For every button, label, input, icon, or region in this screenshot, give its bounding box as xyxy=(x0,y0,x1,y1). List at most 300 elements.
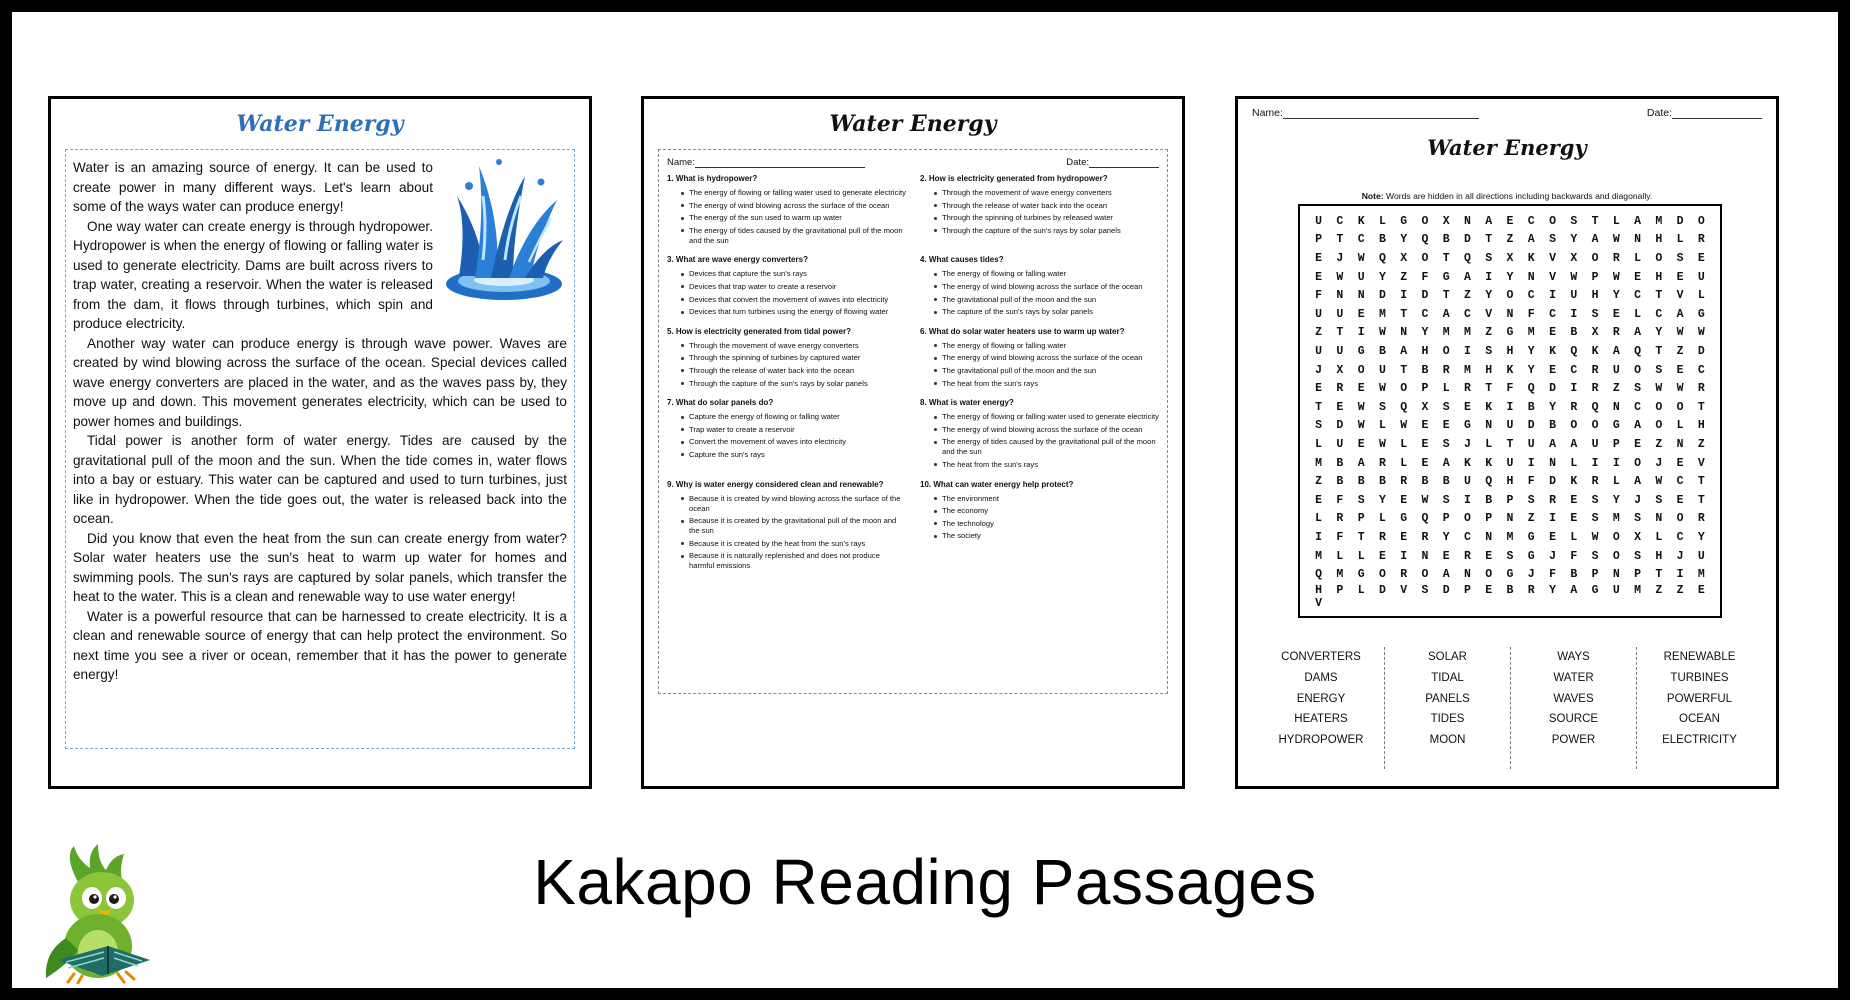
quiz-option[interactable]: The energy of tides caused by the gravitational pull of the moon and the sun xyxy=(681,226,906,246)
quiz-option[interactable]: The technology xyxy=(934,519,1159,529)
quiz-option[interactable]: Because it is created by the heat from the sun's rays xyxy=(681,539,906,549)
grid-letter[interactable]: T xyxy=(1357,530,1365,544)
grid-letter[interactable]: E xyxy=(1697,251,1705,265)
grid-letter[interactable]: G xyxy=(1697,307,1705,321)
grid-letter[interactable]: Z xyxy=(1676,344,1684,358)
grid-letter[interactable]: B xyxy=(1336,456,1344,470)
grid-letter[interactable]: P xyxy=(1591,568,1599,582)
grid-letter[interactable]: P xyxy=(1612,437,1620,451)
grid-letter[interactable]: E xyxy=(1315,382,1323,396)
grid-letter[interactable]: Y xyxy=(1442,530,1450,544)
grid-letter[interactable]: I xyxy=(1400,289,1408,303)
grid-letter[interactable]: M xyxy=(1315,549,1323,563)
grid-letter[interactable]: S xyxy=(1655,493,1663,507)
grid-letter[interactable]: G xyxy=(1442,270,1450,284)
grid-letter[interactable]: E xyxy=(1676,270,1684,284)
grid-letter[interactable]: T xyxy=(1442,251,1450,265)
grid-letter[interactable]: B xyxy=(1570,568,1578,582)
grid-letter[interactable]: Y xyxy=(1378,270,1386,284)
grid-letter[interactable]: P xyxy=(1315,233,1323,247)
grid-letter[interactable]: R xyxy=(1612,326,1620,340)
quiz-option[interactable]: The environment xyxy=(934,494,1159,504)
grid-letter[interactable]: G xyxy=(1464,419,1471,433)
grid-letter[interactable]: T xyxy=(1485,382,1493,396)
grid-letter[interactable]: P xyxy=(1506,493,1514,507)
grid-letter[interactable]: K xyxy=(1485,400,1493,414)
grid-letter[interactable]: U xyxy=(1336,307,1344,321)
grid-letter[interactable]: E xyxy=(1421,437,1429,451)
grid-letter[interactable]: I xyxy=(1570,307,1578,321)
grid-letter[interactable]: Y xyxy=(1400,233,1408,247)
grid-letter[interactable]: C xyxy=(1357,233,1365,247)
grid-letter[interactable]: K xyxy=(1357,214,1365,228)
grid-letter[interactable]: N xyxy=(1506,307,1514,321)
grid-letter[interactable]: F xyxy=(1421,270,1429,284)
grid-letter[interactable]: D xyxy=(1336,419,1344,433)
grid-letter[interactable]: Q xyxy=(1464,251,1471,265)
grid-letter[interactable]: I xyxy=(1676,568,1684,582)
grid-letter[interactable]: C xyxy=(1634,400,1642,414)
grid-letter[interactable]: S xyxy=(1591,512,1599,526)
grid-letter[interactable]: S xyxy=(1676,251,1684,265)
grid-letter[interactable]: R xyxy=(1421,530,1429,544)
grid-letter[interactable]: Z xyxy=(1527,512,1535,526)
grid-letter[interactable]: L xyxy=(1697,289,1705,303)
grid-letter[interactable]: H xyxy=(1506,344,1514,358)
grid-letter[interactable]: I xyxy=(1591,456,1599,470)
grid-letter[interactable]: Q xyxy=(1315,568,1323,582)
quiz-option[interactable]: The heat from the sun's rays xyxy=(934,460,1159,470)
quiz-option[interactable]: Through the capture of the sun's rays by solar panels xyxy=(681,379,906,389)
grid-letter[interactable]: E xyxy=(1549,530,1556,544)
quiz-option[interactable]: The economy xyxy=(934,506,1159,516)
grid-letter[interactable]: G xyxy=(1527,530,1535,544)
grid-letter[interactable]: C xyxy=(1421,307,1429,321)
grid-letter[interactable]: O xyxy=(1655,419,1663,433)
grid-letter[interactable]: W xyxy=(1570,270,1578,284)
grid-letter[interactable]: O xyxy=(1421,214,1429,228)
grid-letter[interactable]: A xyxy=(1442,568,1450,582)
quiz-option[interactable]: Because it is created by the gravitational pull of the moon and the sun xyxy=(681,516,906,536)
grid-letter[interactable]: J xyxy=(1549,549,1556,563)
grid-letter[interactable]: M xyxy=(1697,568,1705,582)
grid-letter[interactable]: T xyxy=(1591,214,1599,228)
grid-letter[interactable]: N xyxy=(1527,270,1535,284)
grid-letter[interactable]: D xyxy=(1676,214,1684,228)
grid-letter[interactable]: X xyxy=(1336,363,1344,377)
grid-letter[interactable]: X xyxy=(1591,326,1599,340)
grid-letter[interactable]: E xyxy=(1676,456,1684,470)
grid-letter[interactable]: L xyxy=(1357,549,1365,563)
grid-letter[interactable]: E xyxy=(1464,400,1471,414)
grid-letter[interactable]: Q xyxy=(1421,233,1429,247)
quiz-option[interactable]: Through the capture of the sun's rays by solar panels xyxy=(934,226,1159,236)
grid-letter[interactable]: T xyxy=(1655,289,1663,303)
grid-letter[interactable]: T xyxy=(1400,363,1408,377)
grid-letter[interactable]: S xyxy=(1421,584,1429,597)
grid-letter[interactable]: A xyxy=(1634,475,1642,489)
grid-letter[interactable]: C xyxy=(1464,530,1471,544)
grid-letter[interactable]: Q xyxy=(1485,475,1493,489)
grid-letter[interactable]: M xyxy=(1315,456,1323,470)
grid-letter[interactable]: O xyxy=(1697,214,1705,228)
quiz-sheet[interactable] xyxy=(641,96,1185,789)
grid-letter[interactable]: A xyxy=(1485,214,1493,228)
grid-letter[interactable]: W xyxy=(1612,233,1620,247)
grid-letter[interactable]: Y xyxy=(1697,530,1705,544)
grid-letter[interactable]: Z xyxy=(1697,437,1705,451)
grid-letter[interactable]: L xyxy=(1315,512,1323,526)
quiz-option[interactable]: The energy of tides caused by the gravitational pull of the moon and the sun xyxy=(934,437,1159,457)
grid-letter[interactable]: B xyxy=(1336,475,1344,489)
grid-letter[interactable]: T xyxy=(1506,437,1514,451)
quiz-option[interactable]: The energy of flowing or falling water used to generate electricity xyxy=(934,412,1159,422)
grid-letter[interactable]: Y xyxy=(1527,363,1535,377)
grid-letter[interactable]: I xyxy=(1315,530,1323,544)
grid-letter[interactable]: Z xyxy=(1655,437,1663,451)
grid-letter[interactable]: U xyxy=(1315,214,1323,228)
grid-letter[interactable]: P xyxy=(1357,512,1365,526)
grid-letter[interactable]: U xyxy=(1612,363,1620,377)
grid-letter[interactable]: K xyxy=(1464,456,1471,470)
grid-letter[interactable]: X xyxy=(1570,251,1578,265)
grid-letter[interactable]: A xyxy=(1442,307,1450,321)
grid-letter[interactable]: L xyxy=(1378,419,1386,433)
grid-letter[interactable]: M xyxy=(1506,530,1514,544)
grid-letter[interactable]: S xyxy=(1591,549,1599,563)
grid-letter[interactable]: A xyxy=(1357,456,1365,470)
grid-letter[interactable]: R xyxy=(1697,382,1705,396)
grid-letter[interactable]: L xyxy=(1336,549,1344,563)
grid-letter[interactable]: R xyxy=(1591,382,1599,396)
ws-date-field[interactable] xyxy=(1647,107,1762,119)
grid-letter[interactable]: X xyxy=(1400,251,1408,265)
grid-letter[interactable]: L xyxy=(1655,530,1663,544)
grid-letter[interactable]: K xyxy=(1591,344,1599,358)
grid-letter[interactable]: W xyxy=(1378,326,1386,340)
quiz-option[interactable]: The energy of wind blowing across the surface of the ocean xyxy=(934,353,1159,363)
grid-letter[interactable]: O xyxy=(1612,530,1620,544)
grid-letter[interactable]: T xyxy=(1336,326,1344,340)
grid-letter[interactable]: P xyxy=(1336,584,1344,597)
grid-letter[interactable]: H xyxy=(1591,289,1599,303)
grid-letter[interactable]: E xyxy=(1485,549,1493,563)
quiz-option[interactable]: The heat from the sun's rays xyxy=(934,379,1159,389)
grid-letter[interactable]: O xyxy=(1485,568,1493,582)
grid-letter[interactable]: N xyxy=(1612,568,1620,582)
grid-letter[interactable]: R xyxy=(1697,512,1705,526)
grid-letter[interactable]: E xyxy=(1549,363,1556,377)
grid-letter[interactable]: R xyxy=(1378,456,1386,470)
grid-letter[interactable]: Y xyxy=(1612,493,1620,507)
grid-letter[interactable]: A xyxy=(1676,307,1684,321)
grid-letter[interactable]: Z xyxy=(1485,326,1493,340)
grid-letter[interactable]: O xyxy=(1442,344,1450,358)
grid-letter[interactable]: G xyxy=(1612,419,1620,433)
grid-letter[interactable]: E xyxy=(1442,419,1450,433)
grid-letter[interactable]: W xyxy=(1378,437,1386,451)
grid-letter[interactable]: Y xyxy=(1378,493,1386,507)
grid-letter[interactable]: S xyxy=(1315,419,1323,433)
grid-letter[interactable]: T xyxy=(1697,493,1705,507)
grid-letter[interactable]: C xyxy=(1676,530,1684,544)
grid-letter[interactable]: R xyxy=(1400,475,1408,489)
grid-letter[interactable]: S xyxy=(1485,344,1493,358)
quiz-option[interactable]: Because it is created by wind blowing across the surface of the ocean xyxy=(681,494,906,514)
grid-letter[interactable]: R xyxy=(1400,568,1408,582)
quiz-option[interactable]: The energy of wind blowing across the surface of the ocean xyxy=(934,282,1159,292)
grid-letter[interactable]: O xyxy=(1634,363,1642,377)
grid-letter[interactable]: Q xyxy=(1570,344,1578,358)
grid-letter[interactable]: O xyxy=(1357,363,1365,377)
grid-letter[interactable]: V xyxy=(1400,584,1408,597)
grid-letter[interactable]: M xyxy=(1442,326,1450,340)
quiz-option[interactable]: Through the release of water back into the ocean xyxy=(934,201,1159,211)
grid-letter[interactable]: Z xyxy=(1612,382,1620,396)
grid-letter[interactable]: Y xyxy=(1527,344,1535,358)
grid-letter[interactable]: A xyxy=(1634,214,1642,228)
grid-letter[interactable]: N xyxy=(1676,437,1684,451)
grid-letter[interactable]: R xyxy=(1612,251,1620,265)
grid-letter[interactable]: C xyxy=(1549,307,1556,321)
grid-letter[interactable]: M xyxy=(1612,512,1620,526)
grid-letter[interactable]: R xyxy=(1464,549,1471,563)
grid-letter[interactable]: L xyxy=(1315,437,1323,451)
grid-letter[interactable]: D xyxy=(1527,419,1535,433)
grid-letter[interactable]: L xyxy=(1676,419,1684,433)
grid-letter[interactable]: K xyxy=(1570,475,1578,489)
grid-letter[interactable]: A xyxy=(1442,456,1450,470)
grid-letter[interactable]: C xyxy=(1697,363,1705,377)
grid-letter[interactable]: S xyxy=(1591,307,1599,321)
grid-letter[interactable]: V xyxy=(1549,270,1556,284)
grid-letter[interactable]: O xyxy=(1378,568,1386,582)
grid-letter[interactable]: S xyxy=(1442,400,1450,414)
grid-letter[interactable]: R xyxy=(1527,584,1535,597)
grid-letter[interactable]: T xyxy=(1655,344,1663,358)
grid-letter[interactable]: Z xyxy=(1506,233,1514,247)
grid-letter[interactable]: L xyxy=(1378,512,1386,526)
grid-letter[interactable]: U xyxy=(1315,344,1323,358)
grid-letter[interactable]: L xyxy=(1378,214,1386,228)
grid-letter[interactable]: W xyxy=(1655,382,1663,396)
grid-letter[interactable]: D xyxy=(1442,584,1450,597)
grid-letter[interactable]: O xyxy=(1634,456,1642,470)
grid-letter[interactable]: O xyxy=(1421,568,1429,582)
grid-letter[interactable]: U xyxy=(1612,584,1620,597)
grid-letter[interactable]: K xyxy=(1527,251,1535,265)
quiz-option[interactable]: Through the spinning of turbines by captured water xyxy=(681,353,906,363)
grid-letter[interactable]: A xyxy=(1634,419,1642,433)
grid-letter[interactable]: X xyxy=(1634,530,1642,544)
grid-letter[interactable]: T xyxy=(1400,307,1408,321)
grid-letter[interactable]: C xyxy=(1634,289,1642,303)
grid-letter[interactable]: L xyxy=(1400,456,1408,470)
grid-letter[interactable]: H xyxy=(1655,233,1663,247)
grid-letter[interactable]: U xyxy=(1506,456,1514,470)
grid-letter[interactable]: D xyxy=(1697,344,1705,358)
grid-letter[interactable]: O xyxy=(1591,251,1599,265)
grid-letter[interactable]: C xyxy=(1527,289,1535,303)
grid-letter[interactable]: N xyxy=(1464,214,1471,228)
grid-letter[interactable]: W xyxy=(1421,493,1429,507)
grid-letter[interactable]: E xyxy=(1549,326,1556,340)
grid-letter[interactable]: R xyxy=(1378,530,1386,544)
grid-letter[interactable]: D xyxy=(1378,584,1386,597)
grid-letter[interactable]: E xyxy=(1357,437,1365,451)
grid-letter[interactable]: N xyxy=(1549,456,1556,470)
grid-letter[interactable]: I xyxy=(1549,512,1556,526)
grid-letter[interactable]: U xyxy=(1357,270,1365,284)
grid-letter[interactable]: Z xyxy=(1315,326,1323,340)
grid-letter[interactable]: C xyxy=(1655,307,1663,321)
grid-letter[interactable]: B xyxy=(1378,344,1386,358)
grid-letter[interactable]: E xyxy=(1378,549,1386,563)
grid-letter[interactable]: V xyxy=(1485,307,1493,321)
grid-letter[interactable]: J xyxy=(1676,549,1684,563)
grid-letter[interactable]: W xyxy=(1357,251,1365,265)
grid-letter[interactable]: E xyxy=(1315,251,1323,265)
grid-letter[interactable]: S xyxy=(1634,512,1642,526)
grid-letter[interactable]: C xyxy=(1336,214,1344,228)
grid-letter[interactable]: F xyxy=(1570,549,1578,563)
grid-letter[interactable]: E xyxy=(1357,382,1365,396)
grid-letter[interactable]: N xyxy=(1400,326,1408,340)
grid-letter[interactable]: G xyxy=(1506,568,1514,582)
grid-letter[interactable]: B xyxy=(1485,493,1493,507)
grid-letter[interactable]: U xyxy=(1570,289,1578,303)
grid-letter[interactable]: K xyxy=(1549,344,1556,358)
quiz-option[interactable]: Through the movement of wave energy converters xyxy=(934,188,1159,198)
quiz-option[interactable]: Devices that capture the sun's rays xyxy=(681,269,906,279)
grid-letter[interactable]: P xyxy=(1591,270,1599,284)
grid-letter[interactable]: K xyxy=(1485,456,1493,470)
grid-letter[interactable]: L xyxy=(1612,475,1620,489)
grid-letter[interactable]: Y xyxy=(1655,326,1663,340)
grid-letter[interactable]: U xyxy=(1336,437,1344,451)
grid-letter[interactable]: G xyxy=(1357,568,1365,582)
grid-letter[interactable]: W xyxy=(1697,326,1705,340)
grid-letter[interactable]: S xyxy=(1357,493,1365,507)
grid-letter[interactable]: N xyxy=(1655,512,1663,526)
grid-letter[interactable]: E xyxy=(1506,214,1514,228)
grid-letter[interactable]: F xyxy=(1527,307,1535,321)
grid-letter[interactable]: E xyxy=(1634,437,1642,451)
grid-letter[interactable]: A xyxy=(1591,233,1599,247)
grid-letter[interactable]: V xyxy=(1697,456,1705,470)
grid-letter[interactable]: G xyxy=(1357,344,1365,358)
grid-letter[interactable]: O xyxy=(1570,419,1578,433)
grid-letter[interactable]: D xyxy=(1464,233,1471,247)
grid-letter[interactable]: A xyxy=(1634,326,1642,340)
grid-letter[interactable]: G xyxy=(1400,214,1408,228)
grid-letter[interactable]: S xyxy=(1378,400,1386,414)
grid-letter[interactable]: C xyxy=(1676,475,1684,489)
grid-letter[interactable]: S xyxy=(1506,549,1514,563)
grid-letter[interactable]: M xyxy=(1336,568,1344,582)
grid-letter[interactable]: L xyxy=(1634,307,1642,321)
grid-letter[interactable]: L xyxy=(1400,437,1408,451)
grid-letter[interactable]: E xyxy=(1315,270,1323,284)
quiz-option[interactable]: The energy of flowing or falling water used to generate electricity xyxy=(681,188,906,198)
grid-letter[interactable]: N xyxy=(1485,530,1493,544)
quiz-option[interactable]: Capture the sun's rays xyxy=(681,450,906,460)
grid-letter[interactable]: T xyxy=(1697,475,1705,489)
grid-letter[interactable]: I xyxy=(1464,344,1471,358)
quiz-option[interactable]: The energy of the sun used to warm up water xyxy=(681,213,906,223)
grid-letter[interactable]: Y xyxy=(1506,270,1514,284)
grid-letter[interactable]: S xyxy=(1655,363,1663,377)
grid-letter[interactable]: A xyxy=(1527,233,1535,247)
grid-letter[interactable]: H xyxy=(1485,363,1493,377)
quiz-option[interactable]: The society xyxy=(934,531,1159,541)
grid-letter[interactable]: L xyxy=(1357,584,1365,597)
word-search-sheet[interactable] xyxy=(1235,96,1779,789)
grid-letter[interactable]: E xyxy=(1400,530,1408,544)
grid-letter[interactable]: K xyxy=(1506,363,1514,377)
grid-letter[interactable]: S xyxy=(1527,493,1535,507)
grid-letter[interactable]: I xyxy=(1485,270,1493,284)
grid-letter[interactable]: L xyxy=(1570,456,1578,470)
grid-letter[interactable]: X xyxy=(1506,251,1514,265)
grid-letter[interactable]: E xyxy=(1400,493,1408,507)
grid-letter[interactable]: L xyxy=(1612,214,1620,228)
grid-letter[interactable]: O xyxy=(1676,512,1684,526)
grid-letter[interactable]: W xyxy=(1676,326,1684,340)
grid-letter[interactable]: F xyxy=(1549,568,1556,582)
grid-letter[interactable]: S xyxy=(1591,493,1599,507)
grid-letter[interactable]: N xyxy=(1357,289,1365,303)
grid-letter[interactable]: A xyxy=(1612,344,1620,358)
grid-letter[interactable]: E xyxy=(1570,493,1578,507)
grid-letter[interactable]: R xyxy=(1464,382,1471,396)
grid-letter[interactable]: O xyxy=(1506,289,1514,303)
grid-letter[interactable]: W xyxy=(1612,270,1620,284)
quiz-option[interactable]: The energy of flowing or falling water xyxy=(934,341,1159,351)
grid-letter[interactable]: Z xyxy=(1676,584,1684,597)
grid-letter[interactable]: B xyxy=(1421,363,1429,377)
grid-letter[interactable]: P xyxy=(1485,512,1493,526)
grid-letter[interactable]: B xyxy=(1442,475,1450,489)
grid-letter[interactable]: V xyxy=(1315,597,1323,610)
grid-letter[interactable]: W xyxy=(1357,400,1365,414)
grid-letter[interactable]: E xyxy=(1336,400,1344,414)
quiz-option[interactable]: The energy of wind blowing across the surface of the ocean xyxy=(681,201,906,211)
quiz-option[interactable]: The energy of flowing or falling water xyxy=(934,269,1159,279)
grid-letter[interactable]: Q xyxy=(1634,344,1642,358)
grid-letter[interactable]: D xyxy=(1421,289,1429,303)
grid-letter[interactable]: P xyxy=(1464,584,1471,597)
grid-letter[interactable]: Q xyxy=(1400,400,1408,414)
grid-letter[interactable]: C xyxy=(1527,214,1535,228)
grid-letter[interactable]: G xyxy=(1527,549,1535,563)
grid-letter[interactable]: E xyxy=(1676,363,1684,377)
grid-letter[interactable]: Q xyxy=(1378,251,1386,265)
grid-letter[interactable]: I xyxy=(1527,456,1535,470)
grid-letter[interactable]: B xyxy=(1570,326,1578,340)
grid-letter[interactable]: D xyxy=(1378,289,1386,303)
grid-letter[interactable]: U xyxy=(1506,419,1514,433)
grid-letter[interactable]: H xyxy=(1421,344,1429,358)
grid-letter[interactable]: E xyxy=(1485,584,1493,597)
grid-letter[interactable]: M xyxy=(1464,363,1471,377)
grid-letter[interactable]: F xyxy=(1315,289,1323,303)
quiz-option[interactable]: Devices that turn turbines using the energy of flowing water xyxy=(681,307,906,317)
grid-letter[interactable]: H xyxy=(1655,270,1663,284)
grid-letter[interactable]: A xyxy=(1400,344,1408,358)
grid-letter[interactable]: E xyxy=(1676,493,1684,507)
grid-letter[interactable]: B xyxy=(1357,475,1365,489)
